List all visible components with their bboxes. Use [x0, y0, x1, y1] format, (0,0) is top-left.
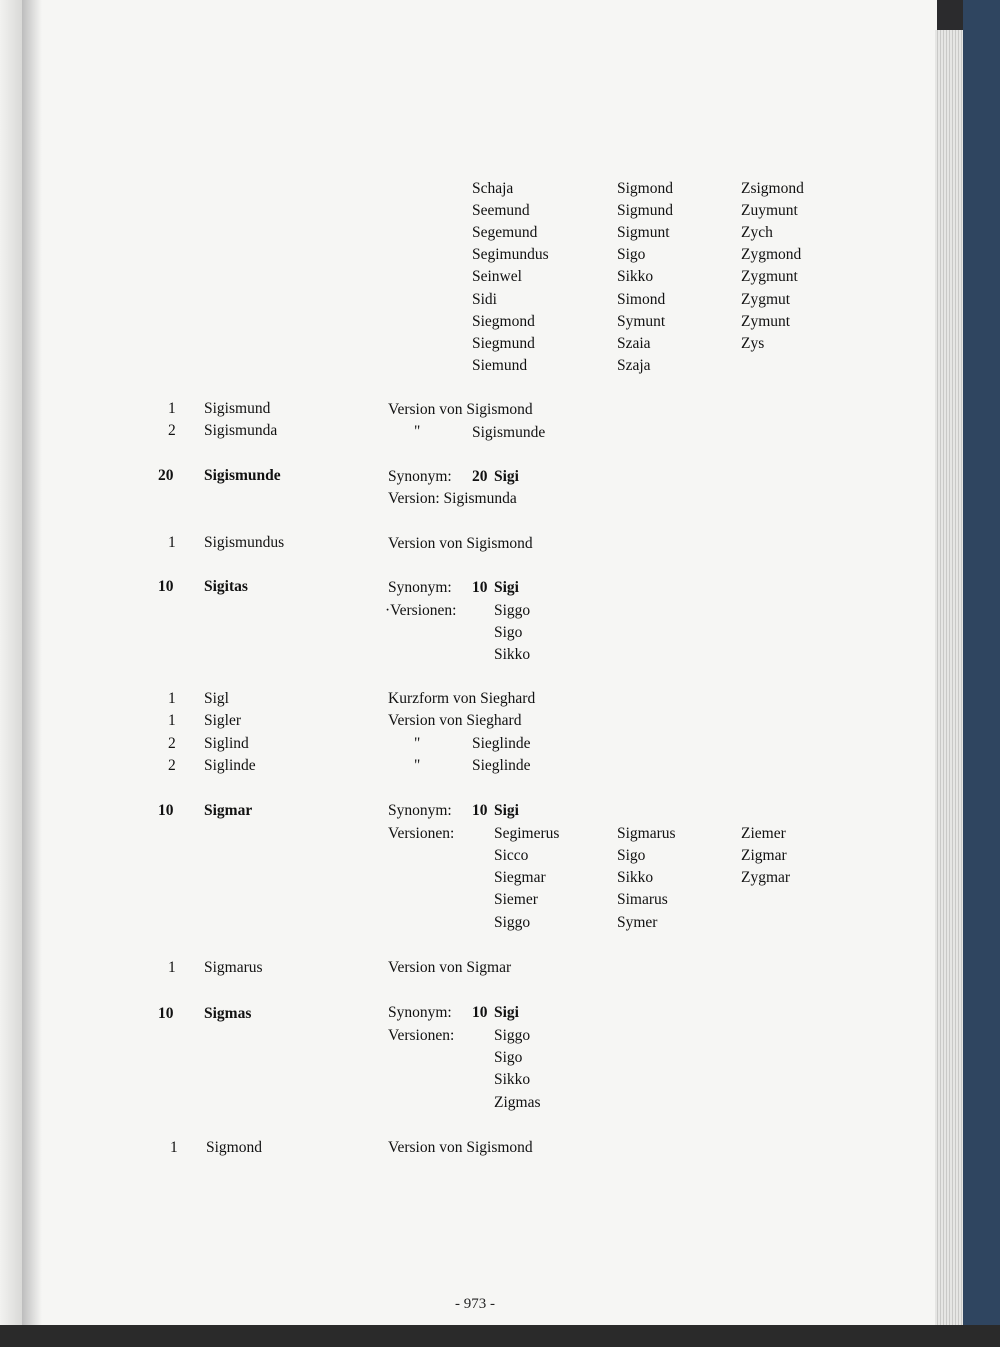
list-item: Zych — [741, 224, 773, 241]
list-item: Szaja — [617, 357, 651, 374]
entry-frequency: 2 — [168, 735, 176, 752]
entry-frequency: 1 — [168, 712, 176, 729]
version-item: Siegmar — [494, 869, 546, 886]
page-number: - 973 - — [455, 1296, 495, 1312]
list-item: Simond — [617, 291, 666, 308]
entry-name: Sigl — [204, 690, 229, 707]
entry-name: Sigmond — [206, 1139, 262, 1156]
entry-frequency: 20 — [158, 467, 174, 484]
version-item: Sigmarus — [617, 825, 676, 842]
synonym-name: Sigi — [494, 1004, 519, 1021]
entry-name: Sigmar — [204, 802, 253, 819]
version-item: Sigo — [494, 1049, 523, 1066]
entry-frequency: 1 — [168, 534, 176, 551]
version-item: Siemer — [494, 891, 538, 908]
synonym-name: Sigi — [494, 468, 519, 485]
synonym-frequency: 10 — [472, 802, 488, 819]
list-item: Sigmunt — [617, 224, 670, 241]
entry-name: Siglinde — [204, 757, 256, 774]
entry-frequency: 10 — [158, 802, 174, 819]
synonym-name: Sigi — [494, 579, 519, 596]
list-item: Zygmut — [741, 291, 791, 308]
entry-name: Sigismundus — [204, 534, 285, 551]
list-item: Sikko — [617, 268, 654, 285]
versions-label: ·Versionen: — [385, 602, 457, 619]
entry-name: Sigmarus — [204, 959, 263, 976]
entry-name: Sigitas — [204, 578, 248, 595]
list-item: Zys — [741, 335, 765, 352]
version-item: Sikko — [617, 869, 654, 886]
version-item: Ziemer — [741, 825, 786, 842]
entry-frequency: 10 — [158, 578, 174, 595]
ditto-mark: " — [414, 423, 421, 440]
list-item: Siegmund — [472, 335, 535, 352]
version-item: Sigo — [494, 624, 523, 641]
version-item: Sikko — [494, 1071, 531, 1088]
list-item: Segemund — [472, 224, 538, 241]
list-item: Sigo — [617, 246, 646, 263]
synonym-label: Synonym: — [388, 1004, 452, 1021]
versions-label: Versionen: — [388, 1027, 455, 1044]
version-item: Zigmar — [741, 847, 787, 864]
list-item: Zuymunt — [741, 202, 798, 219]
version-item: Sigo — [617, 847, 646, 864]
list-item: Siegmond — [472, 313, 535, 330]
entry-description: Version von Sigismond — [388, 535, 533, 552]
entry-description: Version von Sigmar — [388, 959, 512, 976]
version-item: Simarus — [617, 891, 668, 908]
list-item: Sigmund — [617, 202, 673, 219]
entry-description: Sieglinde — [472, 735, 531, 752]
entry-description: Version von Sigismond — [388, 1139, 533, 1156]
entry-name: Siglind — [204, 735, 249, 752]
entry-name: Sigmas — [204, 1005, 252, 1022]
entry-frequency: 1 — [168, 400, 176, 417]
synonym-label: Synonym: — [388, 802, 452, 819]
version-item: Segimerus — [494, 825, 560, 842]
synonym-label: Synonym: — [388, 579, 452, 596]
entry-description: Sigismunde — [472, 424, 546, 441]
list-item: Siemund — [472, 357, 528, 374]
ditto-mark: " — [414, 735, 421, 752]
entry-description: Version von Sigismond — [388, 401, 533, 418]
ditto-mark: " — [414, 757, 421, 774]
list-item: Symunt — [617, 313, 666, 330]
list-item: Sigmond — [617, 180, 673, 197]
entry-frequency: 2 — [168, 757, 176, 774]
synonym-frequency: 20 — [472, 468, 488, 485]
list-item: Segimundus — [472, 246, 549, 263]
entry-name: Sigismunda — [204, 422, 278, 439]
list-item: Schaja — [472, 180, 514, 197]
entry-name: Sigler — [204, 712, 242, 729]
version-item: Zigmas — [494, 1094, 541, 1111]
entry-description: Kurzform von Sieghard — [388, 690, 536, 707]
entry-frequency: 1 — [168, 690, 176, 707]
entry-frequency: 2 — [168, 422, 176, 439]
list-item: Szaia — [617, 335, 651, 352]
entry-frequency: 1 — [168, 959, 176, 976]
entry-name: Sigismunde — [204, 467, 281, 484]
version-item: Zygmar — [741, 869, 791, 886]
synonym-frequency: 10 — [472, 1004, 488, 1021]
version-item: Siggo — [494, 1027, 531, 1044]
list-item: Zsigmond — [741, 180, 804, 197]
version-item: Siggo — [494, 602, 531, 619]
version-line: Version: Sigismunda — [388, 490, 517, 507]
synonym-label: Synonym: — [388, 468, 452, 485]
synonym-frequency: 10 — [472, 579, 488, 596]
entry-frequency: 10 — [158, 1005, 174, 1022]
version-item: Siggo — [494, 914, 531, 931]
list-item: Seinwel — [472, 268, 522, 285]
entry-name: Sigismund — [204, 400, 271, 417]
entry-description: Sieglinde — [472, 757, 531, 774]
list-item: Sidi — [472, 291, 497, 308]
version-item: Symer — [617, 914, 658, 931]
list-item: Zygmond — [741, 246, 802, 263]
list-item: Zymunt — [741, 313, 791, 330]
list-item: Seemund — [472, 202, 530, 219]
entry-frequency: 1 — [170, 1139, 178, 1156]
versions-label: Versionen: — [388, 825, 455, 842]
list-item: Zygmunt — [741, 268, 798, 285]
synonym-name: Sigi — [494, 802, 519, 819]
entry-description: Version von Sieghard — [388, 712, 522, 729]
version-item: Sikko — [494, 646, 531, 663]
version-item: Sicco — [494, 847, 529, 864]
